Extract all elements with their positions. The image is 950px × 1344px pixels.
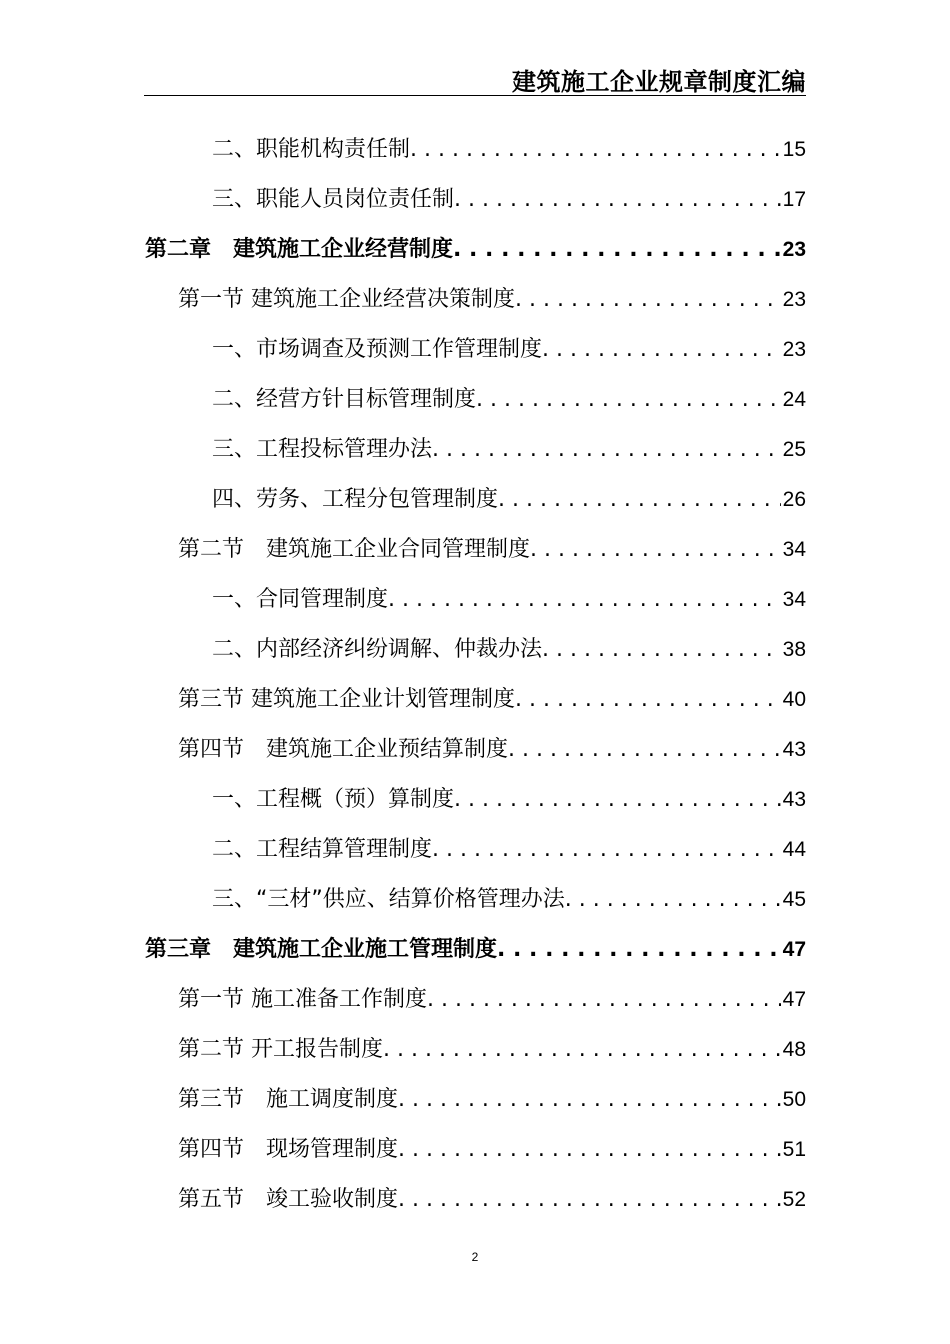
toc-page-number: 47 <box>782 938 806 961</box>
toc-page-number: 25 <box>782 438 806 461</box>
toc-dot-leader <box>497 925 781 975</box>
toc-entry[interactable] <box>212 575 806 625</box>
toc-dot-leader <box>454 775 781 825</box>
toc-entry[interactable] <box>212 475 806 525</box>
toc-entry-title: 第一节 建筑施工企业经营决策制度 <box>178 287 515 312</box>
toc-section-entry[interactable] <box>178 675 806 725</box>
toc-entry-title: 一、市场调查及预测工作管理制度 <box>212 337 543 362</box>
toc-page-number: 23 <box>782 338 806 361</box>
toc-entry-title: 第二章 建筑施工企业经营制度 <box>145 237 454 262</box>
toc-page-number: 24 <box>782 388 806 411</box>
toc-dot-leader <box>432 825 781 875</box>
toc-page-number: 50 <box>782 1088 806 1111</box>
toc-dot-leader <box>542 325 781 375</box>
toc-section-entry[interactable] <box>178 725 806 775</box>
toc-entry-title: 第二节 建筑施工企业合同管理制度 <box>178 537 531 562</box>
toc-dot-leader <box>398 1175 781 1225</box>
toc-page-number: 40 <box>782 688 806 711</box>
toc-dot-leader <box>498 475 781 525</box>
toc-entry-title: 第四节 建筑施工企业预结算制度 <box>178 737 509 762</box>
toc-dot-leader <box>432 425 781 475</box>
toc-section-entry[interactable] <box>178 1025 806 1075</box>
toc-page-number: 34 <box>782 588 806 611</box>
toc-entry[interactable] <box>212 775 806 825</box>
toc-dot-leader <box>410 125 781 175</box>
toc-dot-leader <box>515 675 781 725</box>
toc-entry-title: 第一节 施工准备工作制度 <box>178 987 427 1012</box>
toc-section-entry[interactable] <box>178 975 806 1025</box>
toc-entry-title: 三、职能人员岗位责任制 <box>212 187 455 212</box>
toc-entry[interactable] <box>212 375 806 425</box>
toc-entry-title: 二、内部经济纠纷调解、仲裁办法 <box>212 637 543 662</box>
toc-section-entry[interactable] <box>178 1075 806 1125</box>
toc-dot-leader <box>476 375 781 425</box>
toc-entry[interactable] <box>212 825 806 875</box>
toc-section-entry[interactable] <box>178 275 806 325</box>
toc-page-number: 48 <box>782 1038 806 1061</box>
toc-dot-leader <box>427 975 781 1025</box>
toc-page-number: 23 <box>782 288 806 311</box>
toc-page-number: 38 <box>782 638 806 661</box>
page-number: 2 <box>471 1250 479 1264</box>
toc-dot-leader <box>388 575 781 625</box>
toc-entry-title: 第二节 开工报告制度 <box>178 1037 383 1062</box>
toc-entry-title: 第四节 现场管理制度 <box>178 1137 399 1162</box>
toc-dot-leader <box>508 725 781 775</box>
toc-dot-leader <box>542 625 781 675</box>
toc-page-number: 23 <box>782 238 806 261</box>
toc-entry-title: 三、工程投标管理办法 <box>212 437 433 462</box>
toc-page-number: 34 <box>782 538 806 561</box>
toc-entry-title: 二、经营方针目标管理制度 <box>212 387 477 412</box>
toc-entry-title: 第五节 竣工验收制度 <box>178 1187 399 1212</box>
toc-page-number: 45 <box>782 888 806 911</box>
toc-page-number: 51 <box>782 1138 806 1161</box>
toc-dot-leader <box>398 1075 781 1125</box>
toc-dot-leader <box>515 275 781 325</box>
toc-entry-title: 第三节 建筑施工企业计划管理制度 <box>178 687 515 712</box>
toc-dot-leader <box>398 1125 781 1175</box>
toc-entry-title: 第三章 建筑施工企业施工管理制度 <box>145 937 498 962</box>
toc-entry-title: 四、劳务、工程分包管理制度 <box>212 487 499 512</box>
toc-entry-title: 一、合同管理制度 <box>212 587 389 612</box>
toc-entry[interactable] <box>212 325 806 375</box>
toc-dot-leader <box>453 225 781 275</box>
header-divider <box>144 95 806 96</box>
toc-page-number: 15 <box>782 138 806 161</box>
toc-entry[interactable] <box>212 875 806 925</box>
toc-page-number: 44 <box>782 838 806 861</box>
toc-entry-title: 三、“三材”供应、结算价格管理办法 <box>212 887 565 912</box>
toc-dot-leader <box>565 875 781 925</box>
toc-chapter-entry[interactable] <box>145 225 806 275</box>
toc-page-number: 43 <box>782 738 806 761</box>
toc-entry[interactable] <box>212 125 806 175</box>
toc-entry-title: 第三节 施工调度制度 <box>178 1087 399 1112</box>
toc-entry[interactable] <box>212 625 806 675</box>
toc-dot-leader <box>454 175 781 225</box>
toc-entry[interactable] <box>212 425 806 475</box>
toc-page-number: 52 <box>782 1188 806 1211</box>
toc-entry[interactable] <box>212 175 806 225</box>
toc-entry-title: 二、职能机构责任制 <box>212 137 411 162</box>
toc-section-entry[interactable] <box>178 525 806 575</box>
toc-page-number: 17 <box>782 188 806 211</box>
toc-entry-title: 二、工程结算管理制度 <box>212 837 433 862</box>
toc-page-number: 47 <box>782 988 806 1011</box>
toc-entry-title: 一、工程概（预）算制度 <box>212 787 455 812</box>
toc-chapter-entry[interactable] <box>145 925 806 975</box>
toc-section-entry[interactable] <box>178 1175 806 1225</box>
toc-dot-leader <box>383 1025 781 1075</box>
toc-page-number: 43 <box>782 788 806 811</box>
document-title: 建筑施工企业规章制度汇编 <box>512 68 806 96</box>
toc-dot-leader <box>530 525 781 575</box>
toc-page-number: 26 <box>782 488 806 511</box>
toc-section-entry[interactable] <box>178 1125 806 1175</box>
